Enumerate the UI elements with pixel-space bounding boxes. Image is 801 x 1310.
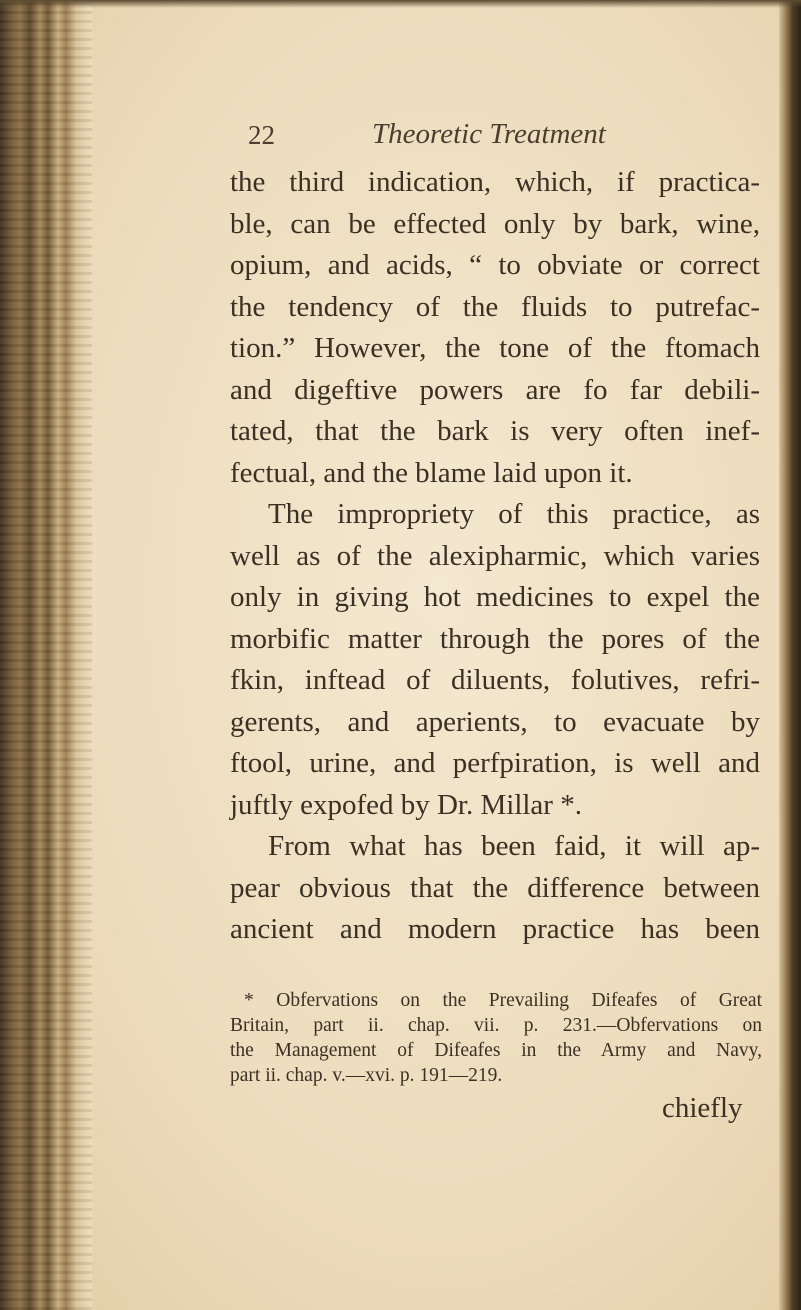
text-line: From what has been faid, it will ap-: [268, 830, 760, 862]
running-title: Theoretic Treatment: [372, 118, 606, 150]
text-line: fectual, and the blame laid upon it.: [230, 456, 633, 489]
text-line: juftly expofed by Dr. Millar *.: [230, 788, 582, 821]
page-number: 22: [248, 120, 275, 150]
text-line: pear obvious that the difference between: [230, 871, 760, 904]
body-text: [230, 162, 760, 951]
page-right-edge: [779, 0, 801, 1310]
footnote-line: part ii. chap. v.—xvi. p. 191—219.: [230, 1065, 503, 1086]
text-line: ancient and modern practice has been: [230, 913, 760, 945]
text-line: the tendency of the fluids to putrefac-: [230, 290, 760, 323]
running-header: [248, 118, 668, 158]
footnote-line: * Obfervations on the Prevailing Difeafes of Great: [244, 990, 762, 1011]
page-top-edge: [0, 0, 801, 8]
footnote: [230, 988, 762, 1088]
text-line: The impropriety of this practice, as: [268, 498, 760, 530]
text-line: fkin, inftead of diluents, folutives, refri-: [230, 664, 760, 696]
text-line: opium, and acids, “ to obviate or correct: [230, 249, 760, 281]
text-line: the third indication, which, if practica-: [230, 166, 760, 198]
footnote-line: Britain, part ii. chap. vii. p. 231.—Obfervations on: [230, 1015, 762, 1036]
text-line: only in giving hot medicines to expel the: [230, 581, 760, 613]
text-line: tion.” However, the tone of the ftomach: [230, 332, 760, 364]
footnote-line: the Management of Difeafes in the Army and Navy,: [230, 1040, 762, 1061]
book-gutter: [0, 0, 92, 1310]
text-line: gerents, and aperients, to evacuate by: [230, 705, 760, 738]
text-line: ble, can be effected only by bark, wine,: [230, 207, 760, 240]
text-line: ftool, urine, and perfpiration, is well and: [230, 747, 760, 779]
catchword: chiefly: [662, 1092, 743, 1124]
text-line: morbific matter through the pores of the: [230, 622, 760, 655]
text-line: and digeftive powers are fo far debili-: [230, 373, 760, 406]
text-line: well as of the alexipharmic, which varies: [230, 539, 760, 572]
text-line: tated, that the bark is very often inef-: [230, 415, 760, 447]
